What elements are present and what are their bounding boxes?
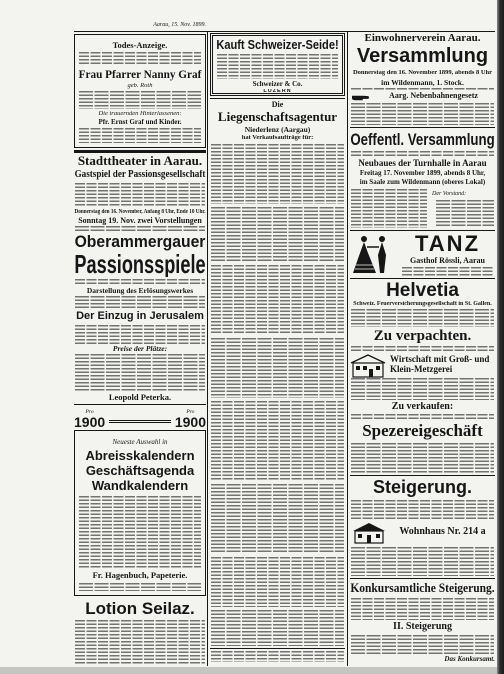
column-divider-left — [207, 31, 208, 666]
sale-object: Spezereigeschäft — [362, 422, 483, 440]
agency-title: Liegenschaftsagentur — [217, 110, 338, 124]
section-rule — [74, 150, 206, 153]
dance-heading: TANZ — [414, 232, 481, 256]
prices-heading: Preise der Plätze: — [112, 345, 168, 353]
sale-heading: Zu verkaufen: — [391, 402, 454, 412]
residents-text — [351, 103, 494, 125]
auction-text — [351, 500, 494, 520]
property-listings — [211, 338, 344, 398]
calendar-intro: Neueste Auswahl in — [112, 439, 168, 446]
section-rule — [74, 404, 206, 405]
gym-meeting-venue: im Saale zum Wildenmann (oberes Lokal) — [359, 179, 486, 186]
lotion-title: Lotion Seilaz. — [85, 600, 195, 618]
property-listings — [211, 401, 344, 481]
theater-title: Stadttheater in Aarau. — [77, 154, 203, 168]
death-notice-text — [79, 128, 201, 143]
calendar-text — [79, 496, 201, 568]
property-listings — [211, 484, 344, 554]
silk-title: Kauft Schweizer-Seide! — [216, 39, 339, 52]
calendar-seller: Fr. Hagenbuch, Papeterie. — [92, 571, 188, 580]
play-scene: Der Einzug in Jerusalem — [76, 311, 204, 322]
gym-meeting-date: Freitag 17. November 1899, abends 8 Uhr, — [359, 170, 486, 177]
calendar-advertisement — [74, 430, 206, 596]
silk-city: LUZERN — [263, 89, 292, 94]
property-listings — [211, 144, 344, 204]
pointing-hand-icon — [352, 93, 370, 102]
year-left — [74, 410, 105, 430]
pro-label: Pro — [186, 408, 195, 415]
play-title-line1: Oberammergauer — [74, 233, 206, 251]
section-rule — [210, 648, 345, 649]
residents-text — [351, 88, 494, 91]
banner-ornament — [109, 420, 171, 423]
column-divider-right — [347, 31, 348, 666]
maiden-name: geb. Roth — [127, 83, 153, 89]
inn-building-illustration — [350, 354, 386, 378]
theater-text — [75, 183, 205, 207]
section-rule — [350, 127, 495, 128]
lease-text — [351, 378, 494, 400]
deceased-name: Frau Pfarrer Nanny Graf — [78, 69, 202, 81]
death-notice-title: Todes-Anzeige. — [112, 41, 168, 50]
mourners-label: Die trauernden Hinterlassenen: — [98, 111, 182, 117]
property-listings — [211, 610, 344, 646]
lease-text — [351, 346, 494, 352]
gym-meeting-heading: Oeffentl. Versammlung — [350, 131, 495, 149]
dancing-couple-illustration — [350, 233, 396, 275]
agency-intro: hat Verkaufsaufträge für: — [241, 135, 314, 141]
residents-heading: Versammlung — [356, 46, 489, 67]
section-rule — [350, 230, 495, 231]
mourners: Pfr. Ernst Graf und Kinder. — [98, 119, 182, 126]
death-notice-text — [79, 91, 201, 109]
section-rule — [210, 98, 345, 99]
silk-advertisement — [210, 33, 345, 96]
play-title-line2: Passionsspiele — [74, 251, 206, 277]
year-number: 1900 — [174, 414, 206, 430]
bankruptcy-round: II. Steigerung — [393, 622, 452, 632]
pro-label: Pro — [85, 408, 94, 415]
section-rule — [350, 278, 495, 279]
section-rule — [350, 475, 495, 476]
year-right — [175, 410, 206, 430]
residents-date: Donnerstag den 16. November 1899, abends 8 Uhr — [352, 70, 493, 76]
right-column — [350, 0, 495, 674]
lotion-text — [75, 620, 205, 665]
death-notice — [74, 34, 206, 148]
lease-object: Wirtschaft mit Groß- und Klein-Metzgerei — [390, 354, 490, 374]
agency-location: Niederlenz (Aargau) — [244, 126, 311, 134]
theater-date-thursday: Donnerstag den 16. November, Anfang 8 Uhr, Ende 10 Uhr. — [74, 209, 206, 215]
calendar-item: Abreisskalendern — [85, 449, 195, 463]
silk-text — [217, 54, 338, 79]
property-listings — [211, 265, 344, 335]
gym-meeting-text — [351, 151, 494, 157]
property-listings — [211, 557, 344, 607]
bankruptcy-heading: Konkursamtliche Steigerung. — [350, 581, 495, 595]
auction-heading: Steigerung. — [372, 478, 472, 497]
insurance-subtitle: Schweiz. Feuerversicherungsgesellschaft in St. Gallen. — [353, 301, 492, 307]
auction-object: Wohnhaus Nr. 214 a — [399, 527, 486, 537]
section-rule — [350, 578, 495, 579]
calendar-year-banner — [74, 408, 206, 429]
calendar-text — [79, 583, 201, 591]
agency-prefix: Die — [271, 101, 284, 109]
gym-meeting-topic: Neubaues der Turnhalle in Aarau — [358, 159, 487, 168]
scan-right-edge — [497, 0, 504, 674]
prices-text — [75, 354, 205, 391]
lease-heading: Zu verpachten. — [373, 329, 472, 344]
theater-text — [75, 325, 205, 344]
residents-title: Einwohnerverein Aarau. — [364, 33, 481, 44]
dateline: Aarau, 15. Nov. 1899. — [153, 22, 206, 28]
sale-text — [351, 414, 494, 420]
board-members — [436, 200, 494, 228]
agency-signature — [211, 651, 344, 662]
theater-text — [75, 279, 205, 285]
residents-topic: Aarg. Nebenbahnengesetz — [389, 92, 478, 100]
calendar-item: Wandkalendern — [91, 479, 189, 493]
silk-company: Schweizer & Co. — [252, 81, 303, 88]
board-signature-label: Der Vorstand: — [432, 191, 467, 197]
bankruptcy-text — [351, 598, 494, 620]
residents-venue: im Wildenmann, 1. Stock. — [381, 79, 464, 87]
left-column — [74, 0, 206, 674]
theater-subtitle: Gastspiel der Passionsgesellschaft — [74, 170, 206, 180]
gym-meeting-text — [351, 189, 427, 228]
scan-bottom-edge — [0, 667, 497, 674]
dance-venue: Gasthof Rössli, Aarau — [410, 257, 485, 265]
play-tagline: Darstellung des Erlösungswerkes — [86, 287, 194, 295]
theater-text — [75, 226, 205, 232]
bankruptcy-signature: Das Konkursamt. — [444, 656, 495, 663]
sale-text — [351, 443, 494, 473]
middle-column — [210, 0, 345, 674]
calendar-item: Geschäftsagenda — [85, 464, 195, 478]
insurance-heading: Helvetia — [386, 281, 459, 301]
dance-text — [402, 267, 494, 276]
bankruptcy-text — [351, 635, 494, 654]
property-listings — [211, 207, 344, 262]
theater-date-sunday: Sonntag 19. Nov. zwei Vorstellungen — [78, 217, 202, 225]
theater-director: Leopold Peterka. — [108, 393, 172, 402]
theater-text — [75, 296, 205, 310]
insurance-text — [351, 309, 494, 327]
auction-text — [351, 547, 494, 576]
year-number: 1900 — [74, 414, 106, 430]
house-illustration — [352, 522, 386, 544]
death-notice-text — [79, 52, 201, 66]
